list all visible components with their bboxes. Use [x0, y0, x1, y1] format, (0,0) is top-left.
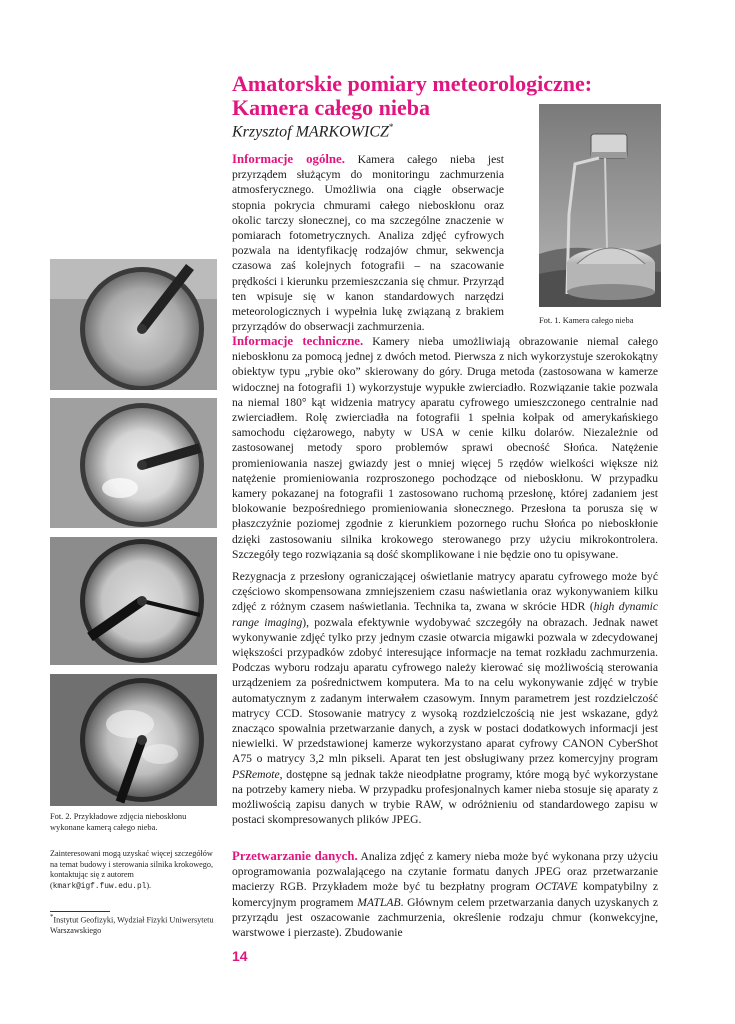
title-line-1: Amatorskie pomiary meteorologiczne: [232, 71, 593, 96]
author-footnote-mark: * [388, 122, 394, 132]
side-note [50, 849, 218, 892]
sky-photo-2 [50, 398, 217, 528]
technical-text: Kamery nieba umożliwiają obrazowanie niemal całego nieboskłonu za pomocą jednej z dwóch metod. Pierwsza z nich wykorzystuje szerokokątny obiektyw typu „rybie oko” skierowany do góry. Druga metoda (zastosowana w kamerze widocznej na fotografii 1) wykorzystuje wypukłe zwierciadło. Rozwiązanie takie pozwala na niemal 180° kąt widzenia matrycy aparatu cyfrowego umieszczonego centralnie nad zwierciadłem. Rolę zwierciadła na fotografii 1 spełnia kołpak od amerykańskiego samochodu ciężarowego, nabyty w USA w cenie kilku dolarów. Niezależnie od zastosowanej metody sporo problemów sprawi obecność Słońca. Natężenie promieniowania naszej gwiazdy jest o mniej więcej 5 rzędów wielkości większe niż natężenie promieniowania rozproszonego pochodzące od nieboskłonu. W przypadku kamery pokazanej na fotografii 1 zastosowano ruchomą przesłonę, której zadaniem jest blokowanie bezpośredniego promieniowania słonecznego. Przesłona ta porusza się w płaszczyźnie poziomej zgodnie z kierunkiem pozornego ruchu Słońca po nieboskłonie dzięki zastosowaniu silnika krokowego sterowanego przy użyciu mikrokontrolera. Szczegóły tego rozwiązania są dość skomplikowane i nie będzie ono tu opisywane. [232, 335, 658, 561]
section-processing [232, 849, 658, 940]
author-name: Krzysztof MARKOWICZ [232, 123, 389, 141]
heading-technical: Informacje techniczne. [232, 334, 364, 348]
hdr-text-b: ), pozwala efektywnie wydobywać szczegóły na obrazach. Jednak nawet wykonywanie zdjęć tylko przy jednym czasie otwarcia migawki pozwala w zdecydowanej większości przypadków zdobyć interesujące informacje na temat rozkładu zachmurzenia. Podczas wyboru rodzaju aparatu cyfrowego należy kierować się możliwością sterowania urządzeniem za pośrednictwem komputera. Ma to na celu wykonywanie zdjęć w trybie automatycznym z zadanym interwałem czasowym. Innym parametrem jest rozdzielczość matrycy CCD. Stosowanie matrycy z wysoką rozdzielczością nie jest wskazane, gdyż znacząco spowalnia przetwarzanie danych, a zysk w postaci dodatkowych informacji jest niewielki. W przedstawionej kamerze wykorzystano aparat cyfrowy CANON CyberShot A75 o matrycy 3,2 mln pikseli. Aparat ten jest obsługiwany przez komercyjny program [232, 615, 658, 766]
fig2-caption: Fot. 2. Przykładowe zdjęcia nieboskłonu wykonane kamerą całego nieba. [50, 812, 187, 832]
sky-photo-1 [50, 259, 217, 390]
processing-text-c: . Głównym celem przetwarzania danych uzyskanych z przyrządu jest oszacowanie zachmurzenia, określenie rodzaju chmur (konwekcyjne, warstwowe i pierzaste). Zbudowanie [232, 895, 658, 940]
hdr-term: high dynamic range imaging [232, 600, 658, 629]
footnote-rule [50, 911, 110, 912]
author-email: kmark@igf.fuw.edu.pl [52, 882, 147, 891]
page-number: 14 [232, 948, 248, 964]
side-note-end: ). [146, 880, 152, 890]
section-general [232, 152, 504, 334]
heading-processing: Przetwarzanie danych. [232, 849, 358, 863]
heading-general: Informacje ogólne. [232, 152, 345, 166]
general-text: Kamera całego nieba jest przyrządem służącym do monitoringu zachmurzenia atmosferycznego. Umożliwia ona ciągłe obserwacje stopnia pokrycia chmurami całego nieboskłonu oraz okolic tarczy słonecznej, co ma szczególne znaczenie w pomiarach fotometrycznych. Analiza zdjęć cyfrowych pozwala na identyfikację rodzajów chmur, sekwencja czasowa zaś kolejnych fotografii – na szacowanie prędkości i kierunku przemieszczania się chmur. Przyrząd ten wpisuje się w kanon standardowych narzędzi meteorologicznych i wypełnia lukę związaną z brakiem przyrządów do obserwacji zachmurzenia. [232, 153, 505, 334]
footnote [50, 913, 222, 937]
octave-term: OCTAVE [535, 880, 578, 894]
section-technical [232, 334, 658, 562]
footnote-text: Instytut Geofizyki, Wydział Fizyki Uniwersytetu Warszawskiego [50, 915, 214, 936]
psremote-term: PSRemote [232, 767, 280, 781]
hdr-text-c: , dostępne są jednak także nieodpłatne programy, które mogą być wykorzystane na potrzeby kamery nieba. W przypadku profesjonalnych kamer nieba stosuje się aparaty z możliwością zapisu danych w trybie RAW, w odróżnieniu od standardowego zapisu w postaci skompresowanych plików JPEG. [232, 767, 658, 827]
fig1-caption: Fot. 1. Kamera całego nieba [539, 316, 634, 325]
title-line-2: Kamera całego nieba [232, 95, 430, 120]
footnote-mark: * [50, 914, 54, 921]
paragraph-hdr [232, 569, 658, 827]
processing-text-a: Analiza zdjęć z kamery nieba może być wykonana przy użyciu oprogramowania pozwalającego na czytanie formatu danych JPEG oraz przetwarzanie macierzy RGB. Przykładem może być tu bezpłatny program [232, 850, 658, 894]
camera-photo [539, 104, 661, 307]
hdr-text-a: Rezygnacja z przesłony ograniczającej oświetlanie matrycy aparatu cyfrowego może być częściowo skompensowana zmniejszeniem czasu naświetlania oraz wykonywaniem kilku zdjęć z różnym czasem naświetlania. Technika ta, zwana w skrócie HDR ( [232, 570, 658, 614]
author [232, 122, 393, 141]
processing-text-b: kompatybilny z komercyjnym programem [232, 880, 658, 909]
side-note-text: Zainteresowani mogą uzyskać więcej szczegółów na temat budowy i sterowania silnika krokowego, kontaktując się z autorem ( [50, 849, 214, 890]
matlab-term: MATLAB [357, 895, 401, 909]
sky-photo-3 [50, 537, 217, 665]
sky-photo-4 [50, 674, 217, 806]
